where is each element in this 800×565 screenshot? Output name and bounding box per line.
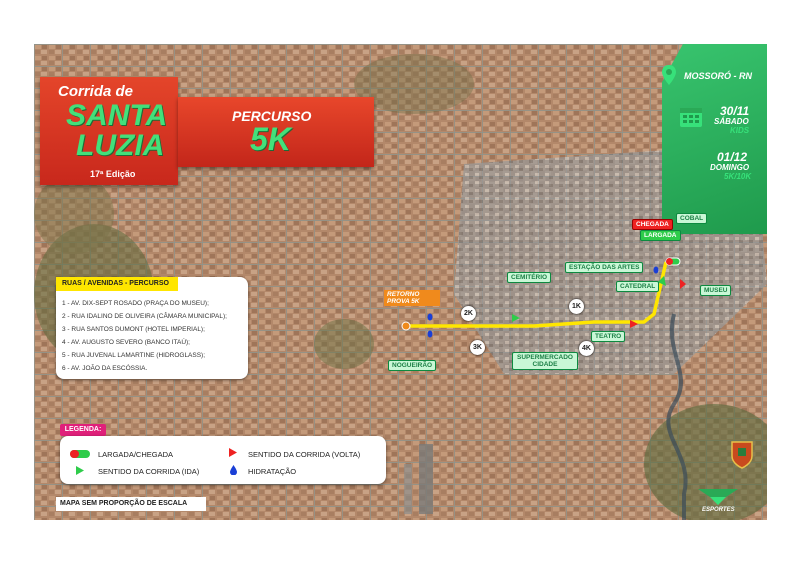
day1: SÁBADO [714,117,749,126]
location-pin-icon [661,64,677,86]
route-distance: 5K [250,121,291,157]
direction-out-icon [76,466,84,475]
landmark-estacao: ESTAÇÃO DAS ARTES [565,262,643,273]
street-item: 3 - RUA SANTOS DUMONT (HOTEL IMPERIAL); [62,326,205,333]
scale-note: MAPA SEM PROPORÇÃO DE ESCALA [56,497,206,511]
event-title-banner [40,77,178,185]
start-label: LARGADA [640,230,681,241]
turnaround-marker [402,322,410,330]
location-label: MOSSORÓ - RN [684,71,753,81]
km-marker-2k: 2K [461,306,476,321]
landmark-supermercado: SUPERMERCADO CIDADE [512,352,578,370]
km-marker-1k: 1K [569,299,584,314]
legend-hydration: HIDRATAÇÃO [248,467,297,476]
km-marker-4k: 4K [579,341,594,356]
sponsor-logo-icon [696,485,740,509]
finish-label: CHEGADA [632,219,673,230]
legend-start-finish: LARGADA/CHEGADA [98,450,174,459]
event-title-line1: Corrida de [58,83,134,100]
hydration-icon [428,331,433,338]
landmark-cobal: COBAL [676,213,707,224]
street-item: 5 - RUA JUVENAL LAMARTINE (HIDROGLASS); [62,352,206,359]
direction-back-icon [229,448,237,457]
day2: DOMINGO [710,163,750,172]
detail2: 5K/10K [724,172,752,181]
streets-heading: RUAS / AVENIDAS - PERCURSO [56,277,178,291]
hydration-icon [428,314,433,321]
date1: 30/11 [720,104,750,118]
turnaround-label: RETORNO PROVA 5K [384,290,440,306]
landmark-museu: MUSEU [700,285,731,296]
route-banner [178,97,374,167]
legend-panel [60,436,386,484]
city-crest-icon [730,440,754,470]
street-item: 6 - AV. JOÃO DA ESCÓSSIA. [62,365,148,372]
street-item: 2 - RUA IDALINO DE OLIVEIRA (CÂMARA MUNICIPAL); [62,313,227,320]
legend-direction-back: SENTIDO DA CORRIDA (VOLTA) [248,450,361,459]
route-label: PERCURSO [232,108,312,124]
start-finish-icon [70,450,90,458]
detail1: KIDS [730,126,750,135]
sponsor-label: ESPORTES [702,507,735,513]
hydration-icon [654,267,659,274]
street-item: 4 - AV. AUGUSTO SEVERO (BANCO ITAÚ); [62,339,190,346]
km-marker-3k: 3K [470,340,485,355]
calendar-icon [678,103,704,129]
landmark-cemiterio: CEMITÉRIO [507,272,551,283]
edition-label: 17ª Edição [90,169,136,179]
landmark-nogueirao: NOGUEIRÃO [388,360,436,371]
legend-heading: LEGENDA: [60,424,106,436]
hydration-icon [230,465,237,475]
event-title-line2: SANTA [66,99,168,132]
event-title-line3: LUZIA [76,129,165,162]
legend-direction-out: SENTIDO DA CORRIDA (IDA) [98,467,200,476]
landmark-catedral: CATEDRAL [616,281,659,292]
street-item: 1 - AV. DIX-SEPT ROSADO (PRAÇA DO MUSEU); [62,300,209,307]
landmark-teatro: TEATRO [591,331,625,342]
date2: 01/12 [717,150,748,164]
